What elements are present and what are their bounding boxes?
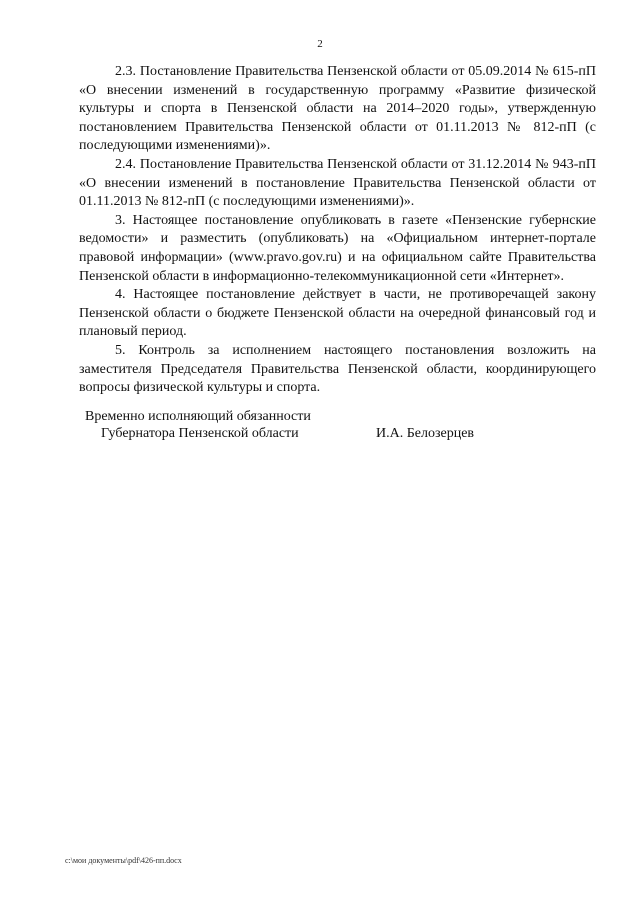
paragraph-4: 4. Настоящее постановление действует в части, не противоречащей закону Пензенской области о бюджете Пензенской области на очередной финансовый год и плановый период. [79, 287, 596, 340]
document-body [79, 63, 596, 398]
paragraph-2-3: 2.3. Постановление Правительства Пензенской области от 05.09.2014 № 615-пП «О внесении изменений в государственную программу «Развитие физической культуры и спорта в Пензенской области на 2014–2020 годы», утвержденную постановлением Правительства Пензенской области от 01.11.2013 № 812-пП (с последующими изменениями)». [79, 64, 596, 154]
page-number: 2 [317, 38, 323, 50]
paragraph-5: 5. Контроль за исполнением настоящего постановления возложить на заместителя Председателя Правительства Пензенской области, координирующего вопросы физической культуры и спорта. [79, 342, 596, 396]
paragraph-3: 3. Настоящее постановление опубликовать в газете «Пензенские губернские ведомости» и разместить (опубликовать) на «Официальном интернет-портале правовой информации» (www.pravo.gov.ru) и на официальном сайте Правительства Пензенской области в информационно-телекоммуникационной сети «Интернет». [79, 212, 596, 284]
signature-block [79, 408, 596, 442]
signatory-position-line2: Губернатора Пензенской области [101, 426, 299, 441]
paragraph-2-4: 2.4. Постановление Правительства Пензенской области от 31.12.2014 № 943-пП «О внесении изменений в постановление Правительства Пензенской области от 01.11.2013 № 812-пП (с последующими изменениями)». [79, 156, 596, 210]
footer-file-path: c:\мои документы\pdf\426-пп.docx [65, 856, 182, 865]
signatory-position-line1: Временно исполняющий обязанности [85, 409, 311, 424]
signatory-name: И.А. Белозерцев [376, 426, 475, 441]
